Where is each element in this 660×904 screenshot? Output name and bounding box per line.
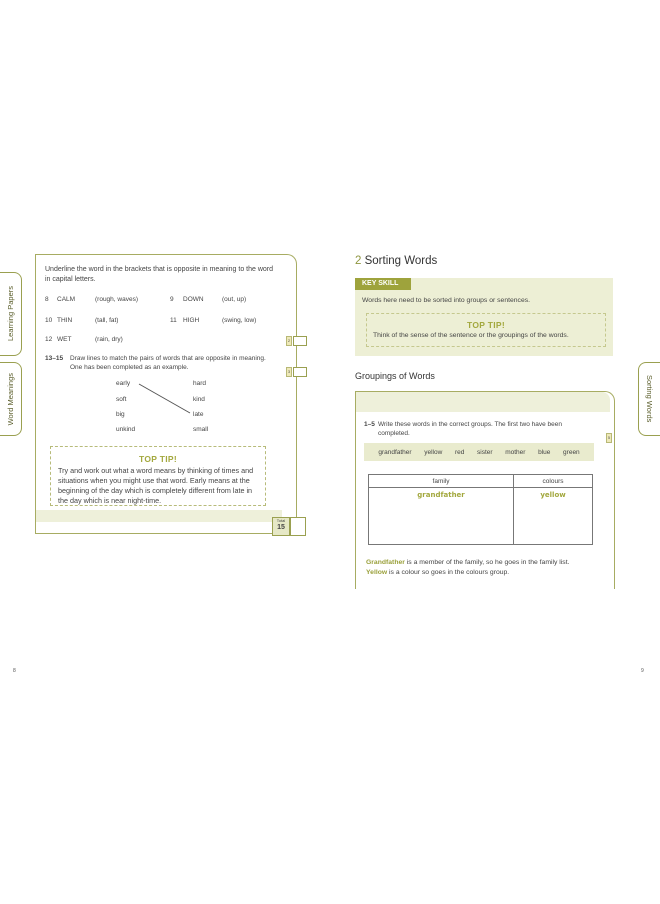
question-text: Write these words in the correct groups. The first two have been completed. <box>378 421 563 437</box>
word-bank-item: blue <box>538 448 551 456</box>
instruction-text: Underline the word in the brackets that is opposite in meaning to the word in capital letters. <box>45 266 274 283</box>
word-bank-item: sister <box>477 448 493 456</box>
match-num: 13–15 <box>45 355 64 362</box>
q11-options[interactable]: (swing, low) <box>222 317 257 324</box>
q12-options[interactable]: (rain, dry) <box>95 336 123 343</box>
q12-num: 12 <box>45 336 53 343</box>
q8-options[interactable]: (rough, waves) <box>95 296 138 303</box>
total-value: 15 <box>277 524 285 531</box>
side-tab-label: Word Meanings <box>6 372 15 426</box>
question-num: 1–5 <box>364 421 375 428</box>
q8-word: CALM <box>57 296 76 303</box>
total-label: Total <box>276 518 286 523</box>
subheading: Groupings of Words <box>355 371 435 381</box>
right-word-hard[interactable]: hard <box>193 380 207 387</box>
q10-word: THIN <box>57 317 73 324</box>
family-cell[interactable] <box>369 488 514 545</box>
explanation-line-1: Grandfather is a member of the family, so he goes in the family list. <box>366 559 570 566</box>
explanation-line-2: Yellow is a colour so goes in the colours group. <box>366 568 510 576</box>
word-bank-item: mother <box>505 448 526 456</box>
side-tab-label: Sorting Words <box>645 375 654 423</box>
tip-text-right: Think of the sense of the sentence or the groupings of the words. <box>373 332 569 339</box>
page-number-right: 9 <box>641 668 644 674</box>
side-tab-sorting-words[interactable] <box>638 362 660 436</box>
explanation <box>366 558 606 578</box>
right-word-small[interactable]: small <box>193 426 209 433</box>
word-bank <box>364 443 594 461</box>
section-title <box>355 255 437 267</box>
key-skill-label: KEY SKILL <box>355 278 411 290</box>
q9-word: DOWN <box>183 296 204 303</box>
q11-word: HIGH <box>183 317 200 324</box>
left-word-soft[interactable]: soft <box>116 396 127 403</box>
total-box <box>272 517 290 536</box>
q10-num: 10 <box>45 317 53 324</box>
mark-indicator: 2 <box>286 336 292 346</box>
word-bank-item: green <box>563 448 580 456</box>
page-number-left: 8 <box>13 668 16 674</box>
key-skill-text: Words here need to be sorted into groups or sentences. <box>362 297 531 304</box>
section-title-text: Sorting Words <box>364 255 438 267</box>
q12-word: WET <box>57 336 72 343</box>
word-bank-item: grandfather <box>378 448 412 456</box>
answer-grandfather: grandfather <box>417 491 465 499</box>
mark-indicator: 5 <box>606 433 612 443</box>
left-word-big[interactable]: big <box>116 411 125 418</box>
q8-num: 8 <box>45 296 49 303</box>
total-score-box[interactable] <box>290 517 306 536</box>
section-number: 2 <box>355 255 362 267</box>
q10-options[interactable]: (tall, fat) <box>95 317 119 324</box>
tip-box-right <box>366 313 606 347</box>
colours-cell[interactable] <box>514 488 593 545</box>
right-word-kind[interactable]: kind <box>193 396 205 403</box>
left-word-unkind[interactable]: unkind <box>116 426 136 433</box>
tip-title: TOP TIP! <box>139 454 177 464</box>
mark-indicator: 3 <box>286 367 292 377</box>
col-header-colours: colours <box>514 475 593 488</box>
tip-text: Try and work out what a word means by thinking of times and situations when you might use that word. Early means at the beginning of the day which is completely different from late in the day which is near night-time. <box>58 466 254 505</box>
col-header-family: family <box>369 475 514 488</box>
groups-table <box>368 474 593 545</box>
q11-num: 11 <box>170 317 177 324</box>
word-bank-item: red <box>454 448 465 456</box>
q9-options[interactable]: (out, up) <box>222 296 247 303</box>
match-instruction: Draw lines to match the pairs of words that are opposite in meaning. One has been completed as an example. <box>70 355 266 371</box>
word-bank-item: yellow <box>424 448 443 456</box>
left-word-early[interactable]: early <box>116 380 131 387</box>
answer-yellow: yellow <box>540 491 566 499</box>
right-word-late[interactable]: late <box>193 411 204 418</box>
tip-title-right: TOP TIP! <box>467 320 505 330</box>
q9-num: 9 <box>170 296 174 303</box>
side-tab-label: Learning Papers <box>6 286 15 342</box>
right-panel-band <box>356 392 610 412</box>
